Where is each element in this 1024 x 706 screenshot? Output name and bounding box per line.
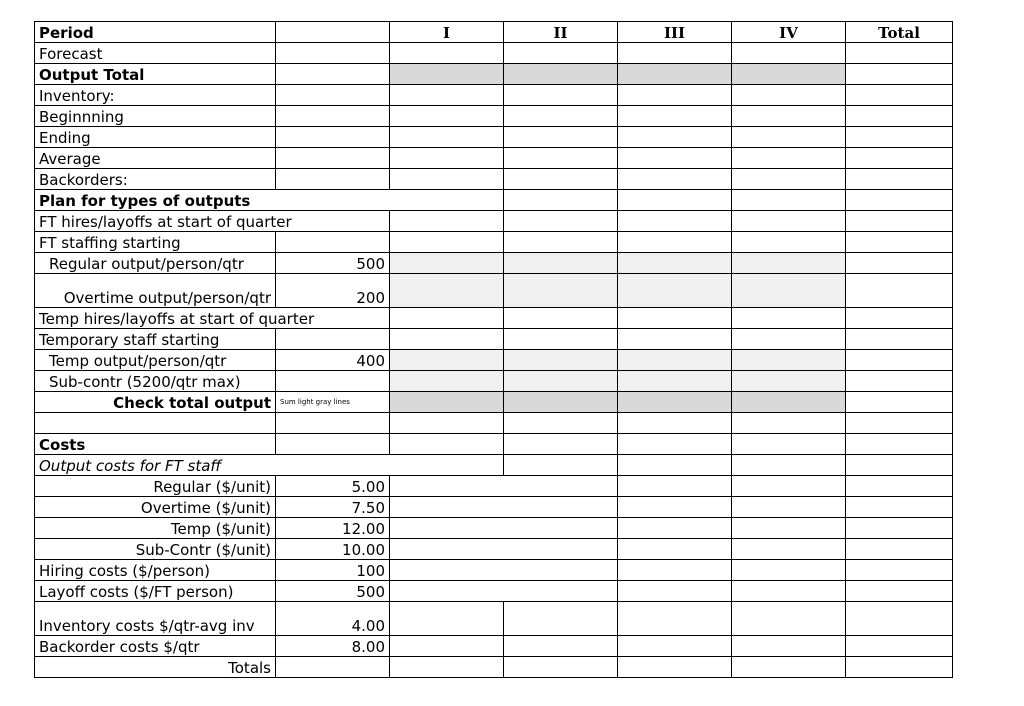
- cell[interactable]: [390, 43, 504, 64]
- cell: [276, 43, 390, 64]
- cell[interactable]: [390, 85, 504, 106]
- cell[interactable]: [618, 232, 732, 253]
- value-hiring-costs[interactable]: 100: [276, 560, 390, 581]
- cell[interactable]: [390, 497, 504, 518]
- cell-dark-gray[interactable]: [732, 392, 846, 413]
- cell-light-gray[interactable]: [390, 253, 504, 274]
- cell[interactable]: [846, 253, 953, 274]
- cell[interactable]: [846, 148, 953, 169]
- cell: [276, 169, 390, 190]
- value-backorder-costs[interactable]: 8.00: [276, 636, 390, 657]
- row-output-total: [35, 64, 953, 85]
- cell-light-gray[interactable]: [504, 371, 618, 392]
- cell[interactable]: [732, 169, 846, 190]
- row-temp-hires: [35, 308, 953, 329]
- cell-light-gray[interactable]: [504, 350, 618, 371]
- row-backorders: [35, 169, 953, 190]
- cell[interactable]: [390, 127, 504, 148]
- cell[interactable]: [732, 434, 846, 455]
- row-plan-types: [35, 190, 953, 211]
- label-check-total: Check total output: [35, 392, 276, 413]
- cell: [276, 434, 390, 455]
- cell[interactable]: [504, 232, 618, 253]
- label-ft-staffing: FT staffing starting: [35, 232, 276, 253]
- cell-light-gray[interactable]: [390, 371, 504, 392]
- cell[interactable]: [618, 106, 732, 127]
- cell[interactable]: [618, 190, 732, 211]
- row-hiring-costs: [35, 560, 953, 581]
- header-row: [35, 22, 953, 43]
- label-overtime-output: Overtime output/person/qtr: [35, 274, 276, 308]
- row-totals: [35, 657, 953, 678]
- cell[interactable]: [846, 127, 953, 148]
- cell[interactable]: [390, 476, 504, 497]
- row-overtime-output: [35, 274, 953, 308]
- label-forecast: Forecast: [35, 43, 276, 64]
- cell-light-gray[interactable]: [504, 274, 618, 308]
- cell[interactable]: [504, 434, 618, 455]
- cell[interactable]: [846, 43, 953, 64]
- row-check-total: [35, 392, 953, 413]
- label-temp-hires: Temp hires/layoffs at start of quarter: [35, 308, 390, 329]
- label-output-costs-ft: Output costs for FT staff: [35, 455, 504, 476]
- header-q4: IV: [732, 22, 846, 43]
- cell: [276, 148, 390, 169]
- cell[interactable]: [504, 169, 618, 190]
- cell[interactable]: [618, 85, 732, 106]
- label-subcontr: Sub-contr (5200/qtr max): [35, 371, 276, 392]
- cell[interactable]: [732, 308, 846, 329]
- cell[interactable]: [732, 518, 846, 539]
- cell: [276, 64, 390, 85]
- cell[interactable]: [732, 657, 846, 678]
- cell[interactable]: [390, 106, 504, 127]
- cell[interactable]: [732, 455, 846, 476]
- cell[interactable]: [618, 413, 732, 434]
- cell[interactable]: [504, 602, 618, 636]
- header-q2: II: [504, 22, 618, 43]
- cell[interactable]: [390, 560, 504, 581]
- label-ft-hires: FT hires/layoffs at start of quarter: [35, 211, 390, 232]
- planning-spreadsheet: [34, 21, 953, 678]
- cell[interactable]: [732, 85, 846, 106]
- cell[interactable]: [618, 636, 732, 657]
- cell[interactable]: [732, 329, 846, 350]
- cell[interactable]: [504, 476, 618, 497]
- label-overtime-cost: Overtime ($/unit): [35, 497, 276, 518]
- label-backorder-costs: Backorder costs $/qtr: [35, 636, 276, 657]
- cell[interactable]: [846, 455, 953, 476]
- cell[interactable]: [618, 560, 732, 581]
- cell[interactable]: [732, 190, 846, 211]
- cell: [276, 413, 390, 434]
- cell[interactable]: [618, 169, 732, 190]
- label-temp-staff: Temporary staff starting: [35, 329, 276, 350]
- row-temp-cost: [35, 518, 953, 539]
- cell[interactable]: [390, 413, 504, 434]
- cell[interactable]: [390, 636, 504, 657]
- cell-light-gray[interactable]: [618, 253, 732, 274]
- cell: [276, 371, 390, 392]
- cell[interactable]: [846, 434, 953, 455]
- label-plan-types: Plan for types of outputs: [35, 190, 504, 211]
- cell-light-gray[interactable]: [732, 274, 846, 308]
- cell[interactable]: [390, 539, 504, 560]
- cell[interactable]: [504, 581, 618, 602]
- cell[interactable]: [504, 148, 618, 169]
- cell[interactable]: [846, 497, 953, 518]
- cell: [35, 413, 276, 434]
- cell[interactable]: [732, 211, 846, 232]
- cell[interactable]: [846, 518, 953, 539]
- cell[interactable]: [504, 497, 618, 518]
- label-backorders: Backorders:: [35, 169, 276, 190]
- cell[interactable]: [846, 64, 953, 85]
- cell[interactable]: [618, 329, 732, 350]
- cell[interactable]: [732, 581, 846, 602]
- row-costs: [35, 434, 953, 455]
- cell[interactable]: [504, 85, 618, 106]
- cell[interactable]: [618, 518, 732, 539]
- cell-dark-gray[interactable]: [618, 64, 732, 85]
- cell-light-gray[interactable]: [618, 274, 732, 308]
- cell[interactable]: [846, 371, 953, 392]
- cell[interactable]: [732, 636, 846, 657]
- cell: [276, 329, 390, 350]
- cell[interactable]: [390, 232, 504, 253]
- cell[interactable]: [618, 43, 732, 64]
- cell[interactable]: [618, 539, 732, 560]
- row-backorder-costs: [35, 636, 953, 657]
- cell[interactable]: [504, 43, 618, 64]
- value-regular-output[interactable]: 500: [276, 253, 390, 274]
- cell[interactable]: [846, 602, 953, 636]
- label-subcontr-cost: Sub-Contr ($/unit): [35, 539, 276, 560]
- cell[interactable]: [390, 657, 504, 678]
- header-total: Total: [846, 22, 953, 43]
- cell[interactable]: [504, 413, 618, 434]
- label-beginning: Beginnning: [35, 106, 276, 127]
- value-layoff-costs[interactable]: 500: [276, 581, 390, 602]
- label-regular-output: Regular output/person/qtr: [35, 253, 276, 274]
- row-regular-output: [35, 253, 953, 274]
- cell[interactable]: [390, 169, 504, 190]
- cell[interactable]: [846, 232, 953, 253]
- cell[interactable]: [504, 539, 618, 560]
- row-subcontr-cost: [35, 539, 953, 560]
- cell[interactable]: [732, 602, 846, 636]
- cell[interactable]: [390, 581, 504, 602]
- header-col1: [276, 22, 390, 43]
- cell[interactable]: [732, 127, 846, 148]
- value-regular-cost[interactable]: 5.00: [276, 476, 390, 497]
- cell[interactable]: [504, 308, 618, 329]
- row-beginning: [35, 106, 953, 127]
- cell[interactable]: [846, 350, 953, 371]
- cell-light-gray[interactable]: [618, 350, 732, 371]
- row-output-costs-ft: [35, 455, 953, 476]
- cell[interactable]: [732, 497, 846, 518]
- cell[interactable]: [846, 211, 953, 232]
- label-inventory-costs: Inventory costs $/qtr-avg inv: [35, 602, 276, 636]
- cell[interactable]: [390, 518, 504, 539]
- value-temp-output[interactable]: 400: [276, 350, 390, 371]
- cell[interactable]: [846, 190, 953, 211]
- cell: [276, 127, 390, 148]
- cell[interactable]: [504, 657, 618, 678]
- label-hiring-costs: Hiring costs ($/person): [35, 560, 276, 581]
- note-sum-light-gray: Sum light gray lines: [276, 392, 390, 413]
- label-totals: Totals: [35, 657, 276, 678]
- cell-dark-gray[interactable]: [618, 392, 732, 413]
- label-output-total: Output Total: [35, 64, 276, 85]
- row-forecast: [35, 43, 953, 64]
- label-inventory: Inventory:: [35, 85, 276, 106]
- cell[interactable]: [504, 106, 618, 127]
- cell-light-gray[interactable]: [732, 350, 846, 371]
- cell[interactable]: [390, 211, 504, 232]
- row-temp-output: [35, 350, 953, 371]
- cell[interactable]: [732, 106, 846, 127]
- label-layoff-costs: Layoff costs ($/FT person): [35, 581, 276, 602]
- cell[interactable]: [732, 560, 846, 581]
- cell[interactable]: [618, 308, 732, 329]
- cell[interactable]: [618, 148, 732, 169]
- cell: [276, 85, 390, 106]
- cell-light-gray[interactable]: [732, 371, 846, 392]
- cell[interactable]: [846, 636, 953, 657]
- label-costs: Costs: [35, 434, 276, 455]
- cell[interactable]: [846, 274, 953, 308]
- cell[interactable]: [390, 329, 504, 350]
- cell: [276, 106, 390, 127]
- value-overtime-output[interactable]: 200: [276, 274, 390, 308]
- cell[interactable]: [846, 539, 953, 560]
- cell[interactable]: [504, 518, 618, 539]
- label-ending: Ending: [35, 127, 276, 148]
- cell-dark-gray[interactable]: [504, 392, 618, 413]
- cell[interactable]: [504, 211, 618, 232]
- cell-light-gray[interactable]: [390, 274, 504, 308]
- cell[interactable]: [618, 476, 732, 497]
- row-ft-staffing: [35, 232, 953, 253]
- cell[interactable]: [390, 602, 504, 636]
- row-inventory: [35, 85, 953, 106]
- cell[interactable]: [732, 148, 846, 169]
- cell[interactable]: [618, 581, 732, 602]
- cell[interactable]: [732, 43, 846, 64]
- cell[interactable]: [618, 455, 732, 476]
- cell-light-gray[interactable]: [732, 253, 846, 274]
- cell[interactable]: [390, 148, 504, 169]
- cell[interactable]: [618, 657, 732, 678]
- cell[interactable]: [846, 308, 953, 329]
- cell-dark-gray[interactable]: [732, 64, 846, 85]
- row-temp-staff: [35, 329, 953, 350]
- cell[interactable]: [846, 476, 953, 497]
- cell[interactable]: [618, 434, 732, 455]
- cell[interactable]: [732, 413, 846, 434]
- cell[interactable]: [846, 657, 953, 678]
- cell[interactable]: [732, 539, 846, 560]
- row-subcontr: [35, 371, 953, 392]
- cell[interactable]: [618, 497, 732, 518]
- cell-light-gray[interactable]: [618, 371, 732, 392]
- cell[interactable]: [846, 329, 953, 350]
- cell[interactable]: [846, 392, 953, 413]
- cell[interactable]: [618, 211, 732, 232]
- cell[interactable]: [504, 127, 618, 148]
- header-q3: III: [618, 22, 732, 43]
- label-temp-cost: Temp ($/unit): [35, 518, 276, 539]
- row-overtime-cost: [35, 497, 953, 518]
- cell-dark-gray[interactable]: [390, 392, 504, 413]
- cell[interactable]: [846, 85, 953, 106]
- cell[interactable]: [618, 602, 732, 636]
- cell[interactable]: [504, 455, 618, 476]
- cell-dark-gray[interactable]: [390, 64, 504, 85]
- cell[interactable]: [276, 657, 390, 678]
- cell[interactable]: [504, 636, 618, 657]
- label-regular-cost: Regular ($/unit): [35, 476, 276, 497]
- label-temp-output: Temp output/person/qtr: [35, 350, 276, 371]
- cell[interactable]: [846, 106, 953, 127]
- cell[interactable]: [846, 560, 953, 581]
- cell[interactable]: [504, 329, 618, 350]
- cell[interactable]: [732, 476, 846, 497]
- cell[interactable]: [846, 169, 953, 190]
- row-inventory-costs: [35, 602, 953, 636]
- value-temp-cost[interactable]: 12.00: [276, 518, 390, 539]
- header-q1: I: [390, 22, 504, 43]
- value-inventory-costs[interactable]: 4.00: [276, 602, 390, 636]
- value-overtime-cost[interactable]: 7.50: [276, 497, 390, 518]
- cell[interactable]: [732, 232, 846, 253]
- cell[interactable]: [846, 413, 953, 434]
- cell-light-gray[interactable]: [390, 350, 504, 371]
- row-ft-hires: [35, 211, 953, 232]
- label-average: Average: [35, 148, 276, 169]
- cell[interactable]: [390, 308, 504, 329]
- value-subcontr-cost[interactable]: 10.00: [276, 539, 390, 560]
- cell-light-gray[interactable]: [504, 253, 618, 274]
- cell[interactable]: [846, 581, 953, 602]
- header-period: Period: [35, 22, 276, 43]
- row-regular-cost: [35, 476, 953, 497]
- row-average: [35, 148, 953, 169]
- row-ending: [35, 127, 953, 148]
- cell[interactable]: [504, 560, 618, 581]
- cell: [276, 232, 390, 253]
- cell[interactable]: [504, 190, 618, 211]
- row-layoff-costs: [35, 581, 953, 602]
- row-blank: [35, 413, 953, 434]
- cell[interactable]: [390, 434, 504, 455]
- cell[interactable]: [618, 127, 732, 148]
- cell-dark-gray[interactable]: [504, 64, 618, 85]
